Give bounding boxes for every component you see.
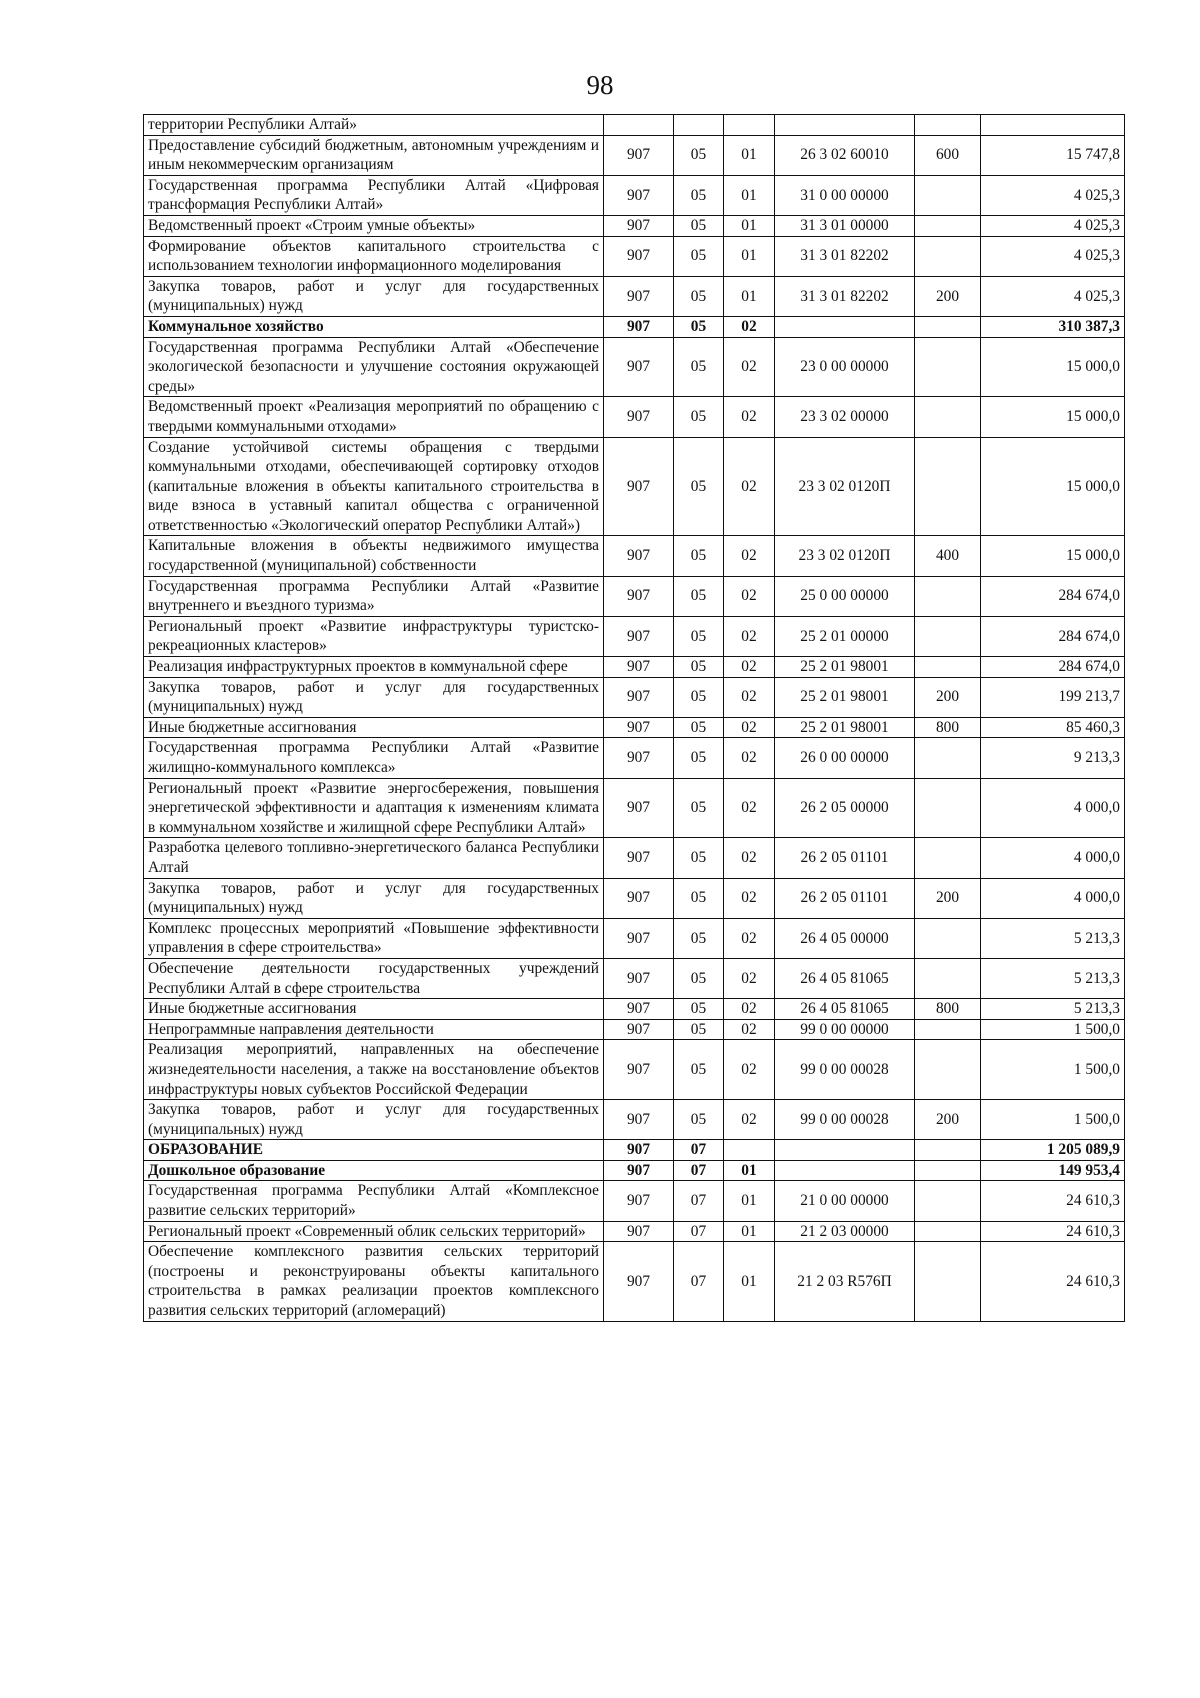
expense-type-cell: 200 xyxy=(915,1100,981,1140)
row-name-cell: Непрограммные направления деятельности xyxy=(144,1019,604,1040)
ministry-code-cell: 907 xyxy=(604,778,674,838)
table-row xyxy=(144,316,1125,337)
subsection-code-cell xyxy=(724,1140,775,1161)
subsection-code-cell: 02 xyxy=(724,878,775,918)
subsection-code-cell: 02 xyxy=(724,918,775,958)
ministry-code-cell: 907 xyxy=(604,999,674,1020)
amount-cell: 15 747,8 xyxy=(981,135,1125,175)
expense-type-cell xyxy=(915,215,981,236)
ministry-code-cell: 907 xyxy=(604,738,674,778)
target-article-cell: 31 3 01 82202 xyxy=(775,276,915,316)
budget-table xyxy=(143,114,1125,1322)
ministry-code-cell: 907 xyxy=(604,1160,674,1181)
subsection-code-cell: 02 xyxy=(724,657,775,678)
table-row xyxy=(144,616,1125,656)
ministry-code-cell: 907 xyxy=(604,576,674,616)
amount-cell: 284 674,0 xyxy=(981,616,1125,656)
expense-type-cell xyxy=(915,175,981,215)
section-code-cell: 05 xyxy=(674,999,724,1020)
amount-cell: 4 025,3 xyxy=(981,215,1125,236)
table-row xyxy=(144,717,1125,738)
table-row xyxy=(144,536,1125,576)
target-article-cell: 26 2 05 01101 xyxy=(775,838,915,878)
subsection-code-cell: 02 xyxy=(724,337,775,397)
row-name-cell: Комплекс процессных мероприятий «Повышение эффективности управления в сфере строительства» xyxy=(144,918,604,958)
amount-cell: 85 460,3 xyxy=(981,717,1125,738)
expense-type-cell xyxy=(915,115,981,136)
expense-type-cell xyxy=(915,437,981,536)
row-name-cell: Капитальные вложения в объекты недвижимого имущества государственной (муниципальной) собственности xyxy=(144,536,604,576)
expense-type-cell: 800 xyxy=(915,717,981,738)
expense-type-cell xyxy=(915,918,981,958)
subsection-code-cell: 02 xyxy=(724,778,775,838)
target-article-cell: 31 3 01 00000 xyxy=(775,215,915,236)
section-code-cell: 05 xyxy=(674,1019,724,1040)
target-article-cell: 25 2 01 00000 xyxy=(775,616,915,656)
target-article-cell: 31 0 00 00000 xyxy=(775,175,915,215)
expense-type-cell xyxy=(915,1181,981,1221)
section-code-cell: 07 xyxy=(674,1221,724,1242)
section-code-cell: 05 xyxy=(674,536,724,576)
table-row xyxy=(144,677,1125,717)
row-name-cell: Коммунальное хозяйство xyxy=(144,316,604,337)
expense-type-cell xyxy=(915,1019,981,1040)
table-row xyxy=(144,878,1125,918)
row-name-cell: Государственная программа Республики Алтай «Развитие жилищно-коммунального комплекса» xyxy=(144,738,604,778)
expense-type-cell xyxy=(915,576,981,616)
row-name-cell: территории Республики Алтай» xyxy=(144,115,604,136)
amount-cell: 1 500,0 xyxy=(981,1019,1125,1040)
row-name-cell: ОБРАЗОВАНИЕ xyxy=(144,1140,604,1161)
target-article-cell: 26 4 05 81065 xyxy=(775,999,915,1020)
subsection-code-cell: 01 xyxy=(724,236,775,276)
page-number: 98 xyxy=(586,70,614,100)
amount-cell: 149 953,4 xyxy=(981,1160,1125,1181)
amount-cell: 284 674,0 xyxy=(981,576,1125,616)
table-row xyxy=(144,135,1125,175)
row-name-cell: Предоставление субсидий бюджетным, автономным учреждениям и иным некоммерческим организациям xyxy=(144,135,604,175)
amount-cell: 1 500,0 xyxy=(981,1100,1125,1140)
target-article-cell: 99 0 00 00028 xyxy=(775,1040,915,1100)
expense-type-cell: 200 xyxy=(915,677,981,717)
target-article-cell: 23 3 02 0120П xyxy=(775,536,915,576)
ministry-code-cell: 907 xyxy=(604,1140,674,1161)
ministry-code-cell: 907 xyxy=(604,1181,674,1221)
budget-table-body xyxy=(144,115,1125,1322)
expense-type-cell xyxy=(915,236,981,276)
subsection-code-cell: 02 xyxy=(724,397,775,437)
subsection-code-cell: 01 xyxy=(724,135,775,175)
section-code-cell: 05 xyxy=(674,135,724,175)
target-article-cell: 99 0 00 00028 xyxy=(775,1100,915,1140)
table-row xyxy=(144,437,1125,536)
target-article-cell: 23 0 00 00000 xyxy=(775,337,915,397)
ministry-code-cell: 907 xyxy=(604,1242,674,1321)
expense-type-cell xyxy=(915,1040,981,1100)
row-name-cell: Обеспечение комплексного развития сельских территорий (построены и реконструированы объекты капитального строительства в рамках реализации проектов комплексного развития сельских территорий (агломераций) xyxy=(144,1242,604,1321)
amount-cell: 1 500,0 xyxy=(981,1040,1125,1100)
expense-type-cell: 600 xyxy=(915,135,981,175)
expense-type-cell xyxy=(915,838,981,878)
section-code-cell: 07 xyxy=(674,1140,724,1161)
row-name-cell: Ведомственный проект «Строим умные объекты» xyxy=(144,215,604,236)
subsection-code-cell: 01 xyxy=(724,1242,775,1321)
table-row xyxy=(144,1100,1125,1140)
amount-cell: 15 000,0 xyxy=(981,536,1125,576)
amount-cell: 5 213,3 xyxy=(981,999,1125,1020)
expense-type-cell: 200 xyxy=(915,276,981,316)
target-article-cell: 26 2 05 01101 xyxy=(775,878,915,918)
table-row xyxy=(144,215,1125,236)
amount-cell: 1 205 089,9 xyxy=(981,1140,1125,1161)
row-name-cell: Региональный проект «Развитие инфраструктуры туристско-рекреационных кластеров» xyxy=(144,616,604,656)
row-name-cell: Обеспечение деятельности государственных учреждений Республики Алтай в сфере строительства xyxy=(144,958,604,998)
subsection-code-cell: 02 xyxy=(724,1019,775,1040)
ministry-code-cell: 907 xyxy=(604,437,674,536)
target-article-cell: 25 2 01 98001 xyxy=(775,677,915,717)
target-article-cell: 31 3 01 82202 xyxy=(775,236,915,276)
section-code-cell: 05 xyxy=(674,316,724,337)
row-name-cell: Государственная программа Республики Алтай «Цифровая трансформация Республики Алтай» xyxy=(144,175,604,215)
target-article-cell: 26 3 02 60010 xyxy=(775,135,915,175)
expense-type-cell: 800 xyxy=(915,999,981,1020)
section-code-cell: 05 xyxy=(674,878,724,918)
table-row xyxy=(144,1221,1125,1242)
target-article-cell: 25 2 01 98001 xyxy=(775,657,915,678)
target-article-cell xyxy=(775,1160,915,1181)
amount-cell: 15 000,0 xyxy=(981,397,1125,437)
expense-type-cell: 200 xyxy=(915,878,981,918)
amount-cell: 5 213,3 xyxy=(981,918,1125,958)
expense-type-cell xyxy=(915,1242,981,1321)
target-article-cell: 26 0 00 00000 xyxy=(775,738,915,778)
table-row xyxy=(144,115,1125,136)
subsection-code-cell: 02 xyxy=(724,717,775,738)
table-row xyxy=(144,1181,1125,1221)
expense-type-cell xyxy=(915,1221,981,1242)
target-article-cell: 21 2 03 R576П xyxy=(775,1242,915,1321)
amount-cell: 24 610,3 xyxy=(981,1221,1125,1242)
table-row xyxy=(144,778,1125,838)
amount-cell: 15 000,0 xyxy=(981,437,1125,536)
table-row xyxy=(144,175,1125,215)
amount-cell: 24 610,3 xyxy=(981,1242,1125,1321)
target-article-cell: 21 2 03 00000 xyxy=(775,1221,915,1242)
table-row xyxy=(144,1242,1125,1321)
section-code-cell: 05 xyxy=(674,276,724,316)
table-row xyxy=(144,337,1125,397)
ministry-code-cell: 907 xyxy=(604,1100,674,1140)
section-code-cell: 07 xyxy=(674,1181,724,1221)
amount-cell: 4 000,0 xyxy=(981,778,1125,838)
subsection-code-cell: 01 xyxy=(724,276,775,316)
row-name-cell: Региональный проект «Современный облик сельских территорий» xyxy=(144,1221,604,1242)
expense-type-cell xyxy=(915,657,981,678)
section-code-cell: 05 xyxy=(674,236,724,276)
subsection-code-cell: 02 xyxy=(724,1100,775,1140)
subsection-code-cell: 02 xyxy=(724,576,775,616)
ministry-code-cell: 907 xyxy=(604,236,674,276)
subsection-code-cell xyxy=(724,115,775,136)
table-row xyxy=(144,397,1125,437)
ministry-code-cell: 907 xyxy=(604,1221,674,1242)
table-row xyxy=(144,738,1125,778)
row-name-cell: Закупка товаров, работ и услуг для государственных (муниципальных) нужд xyxy=(144,677,604,717)
ministry-code-cell: 907 xyxy=(604,135,674,175)
section-code-cell: 05 xyxy=(674,1100,724,1140)
expense-type-cell xyxy=(915,958,981,998)
ministry-code-cell: 907 xyxy=(604,918,674,958)
ministry-code-cell: 907 xyxy=(604,616,674,656)
amount-cell: 4 025,3 xyxy=(981,236,1125,276)
amount-cell: 24 610,3 xyxy=(981,1181,1125,1221)
target-article-cell: 25 2 01 98001 xyxy=(775,717,915,738)
amount-cell: 310 387,3 xyxy=(981,316,1125,337)
ministry-code-cell: 907 xyxy=(604,717,674,738)
expense-type-cell xyxy=(915,316,981,337)
subsection-code-cell: 01 xyxy=(724,1181,775,1221)
ministry-code-cell: 907 xyxy=(604,215,674,236)
subsection-code-cell: 02 xyxy=(724,838,775,878)
row-name-cell: Дошкольное образование xyxy=(144,1160,604,1181)
amount-cell: 4 025,3 xyxy=(981,175,1125,215)
section-code-cell: 05 xyxy=(674,1040,724,1100)
target-article-cell: 26 2 05 00000 xyxy=(775,778,915,838)
amount-cell xyxy=(981,115,1125,136)
ministry-code-cell: 907 xyxy=(604,397,674,437)
ministry-code-cell: 907 xyxy=(604,657,674,678)
section-code-cell: 05 xyxy=(674,717,724,738)
target-article-cell xyxy=(775,115,915,136)
row-name-cell: Закупка товаров, работ и услуг для государственных (муниципальных) нужд xyxy=(144,878,604,918)
subsection-code-cell: 02 xyxy=(724,316,775,337)
row-name-cell: Формирование объектов капитального строительства с использованием технологии информационного моделирования xyxy=(144,236,604,276)
subsection-code-cell: 02 xyxy=(724,616,775,656)
expense-type-cell xyxy=(915,1160,981,1181)
section-code-cell: 07 xyxy=(674,1160,724,1181)
subsection-code-cell: 01 xyxy=(724,1221,775,1242)
subsection-code-cell: 02 xyxy=(724,958,775,998)
amount-cell: 15 000,0 xyxy=(981,337,1125,397)
expense-type-cell xyxy=(915,1140,981,1161)
section-code-cell: 07 xyxy=(674,1242,724,1321)
ministry-code-cell: 907 xyxy=(604,175,674,215)
amount-cell: 9 213,3 xyxy=(981,738,1125,778)
expense-type-cell xyxy=(915,337,981,397)
section-code-cell: 05 xyxy=(674,175,724,215)
row-name-cell: Государственная программа Республики Алтай «Обеспечение экологической безопасности и улучшение состояния окружающей среды» xyxy=(144,337,604,397)
ministry-code-cell: 907 xyxy=(604,1019,674,1040)
subsection-code-cell: 02 xyxy=(724,677,775,717)
target-article-cell: 26 4 05 81065 xyxy=(775,958,915,998)
section-code-cell: 05 xyxy=(674,437,724,536)
ministry-code-cell: 907 xyxy=(604,1040,674,1100)
section-code-cell: 05 xyxy=(674,337,724,397)
row-name-cell: Региональный проект «Развитие энергосбережения, повышения энергетической эффективности и адаптация к изменениям климата в коммунальном хозяйстве и жилищной сфере Республики Алтай» xyxy=(144,778,604,838)
subsection-code-cell: 02 xyxy=(724,536,775,576)
expense-type-cell xyxy=(915,778,981,838)
section-code-cell: 05 xyxy=(674,958,724,998)
ministry-code-cell xyxy=(604,115,674,136)
table-row xyxy=(144,576,1125,616)
section-code-cell xyxy=(674,115,724,136)
section-code-cell: 05 xyxy=(674,215,724,236)
section-code-cell: 05 xyxy=(674,677,724,717)
row-name-cell: Государственная программа Республики Алтай «Комплексное развитие сельских территорий» xyxy=(144,1181,604,1221)
subsection-code-cell: 02 xyxy=(724,437,775,536)
expense-type-cell xyxy=(915,397,981,437)
row-name-cell: Закупка товаров, работ и услуг для государственных (муниципальных) нужд xyxy=(144,276,604,316)
target-article-cell: 23 3 02 00000 xyxy=(775,397,915,437)
table-row xyxy=(144,1040,1125,1100)
row-name-cell: Иные бюджетные ассигнования xyxy=(144,717,604,738)
target-article-cell: 23 3 02 0120П xyxy=(775,437,915,536)
ministry-code-cell: 907 xyxy=(604,838,674,878)
subsection-code-cell: 01 xyxy=(724,215,775,236)
table-row xyxy=(144,838,1125,878)
target-article-cell: 25 0 00 00000 xyxy=(775,576,915,616)
table-row xyxy=(144,657,1125,678)
subsection-code-cell: 01 xyxy=(724,175,775,215)
expense-type-cell: 400 xyxy=(915,536,981,576)
table-row xyxy=(144,236,1125,276)
section-code-cell: 05 xyxy=(674,657,724,678)
section-code-cell: 05 xyxy=(674,397,724,437)
target-article-cell: 21 0 00 00000 xyxy=(775,1181,915,1221)
row-name-cell: Иные бюджетные ассигнования xyxy=(144,999,604,1020)
table-row xyxy=(144,1140,1125,1161)
target-article-cell: 26 4 05 00000 xyxy=(775,918,915,958)
table-row xyxy=(144,276,1125,316)
ministry-code-cell: 907 xyxy=(604,677,674,717)
subsection-code-cell: 02 xyxy=(724,999,775,1020)
target-article-cell: 99 0 00 00000 xyxy=(775,1019,915,1040)
subsection-code-cell: 02 xyxy=(724,1040,775,1100)
section-code-cell: 05 xyxy=(674,778,724,838)
amount-cell: 4 000,0 xyxy=(981,838,1125,878)
subsection-code-cell: 01 xyxy=(724,1160,775,1181)
ministry-code-cell: 907 xyxy=(604,958,674,998)
table-row xyxy=(144,1019,1125,1040)
ministry-code-cell: 907 xyxy=(604,878,674,918)
table-row xyxy=(144,918,1125,958)
subsection-code-cell: 02 xyxy=(724,738,775,778)
row-name-cell: Создание устойчивой системы обращения с твердыми коммунальными отходами, обеспечивающей сортировку отходов (капитальные вложения в объекты капитального строительства в виде взноса в уставный капитал общества с ограниченной ответственностью «Экологический оператор Республики Алтай») xyxy=(144,437,604,536)
amount-cell: 199 213,7 xyxy=(981,677,1125,717)
section-code-cell: 05 xyxy=(674,616,724,656)
section-code-cell: 05 xyxy=(674,838,724,878)
section-code-cell: 05 xyxy=(674,738,724,778)
amount-cell: 284 674,0 xyxy=(981,657,1125,678)
row-name-cell: Разработка целевого топливно-энергетического баланса Республики Алтай xyxy=(144,838,604,878)
expense-type-cell xyxy=(915,738,981,778)
table-row xyxy=(144,1160,1125,1181)
table-row xyxy=(144,958,1125,998)
row-name-cell: Государственная программа Республики Алтай «Развитие внутреннего и въездного туризма» xyxy=(144,576,604,616)
ministry-code-cell: 907 xyxy=(604,337,674,397)
expense-type-cell xyxy=(915,616,981,656)
ministry-code-cell: 907 xyxy=(604,316,674,337)
amount-cell: 5 213,3 xyxy=(981,958,1125,998)
row-name-cell: Реализация инфраструктурных проектов в коммунальной сфере xyxy=(144,657,604,678)
target-article-cell xyxy=(775,316,915,337)
ministry-code-cell: 907 xyxy=(604,276,674,316)
table-row xyxy=(144,999,1125,1020)
target-article-cell xyxy=(775,1140,915,1161)
amount-cell: 4 025,3 xyxy=(981,276,1125,316)
row-name-cell: Реализация мероприятий, направленных на обеспечение жизнедеятельности населения, а также на восстановление объектов инфраструктуры новых субъектов Российской Федерации xyxy=(144,1040,604,1100)
section-code-cell: 05 xyxy=(674,576,724,616)
section-code-cell: 05 xyxy=(674,918,724,958)
ministry-code-cell: 907 xyxy=(604,536,674,576)
row-name-cell: Закупка товаров, работ и услуг для государственных (муниципальных) нужд xyxy=(144,1100,604,1140)
row-name-cell: Ведомственный проект «Реализация мероприятий по обращению с твердыми коммунальными отходами» xyxy=(144,397,604,437)
amount-cell: 4 000,0 xyxy=(981,878,1125,918)
